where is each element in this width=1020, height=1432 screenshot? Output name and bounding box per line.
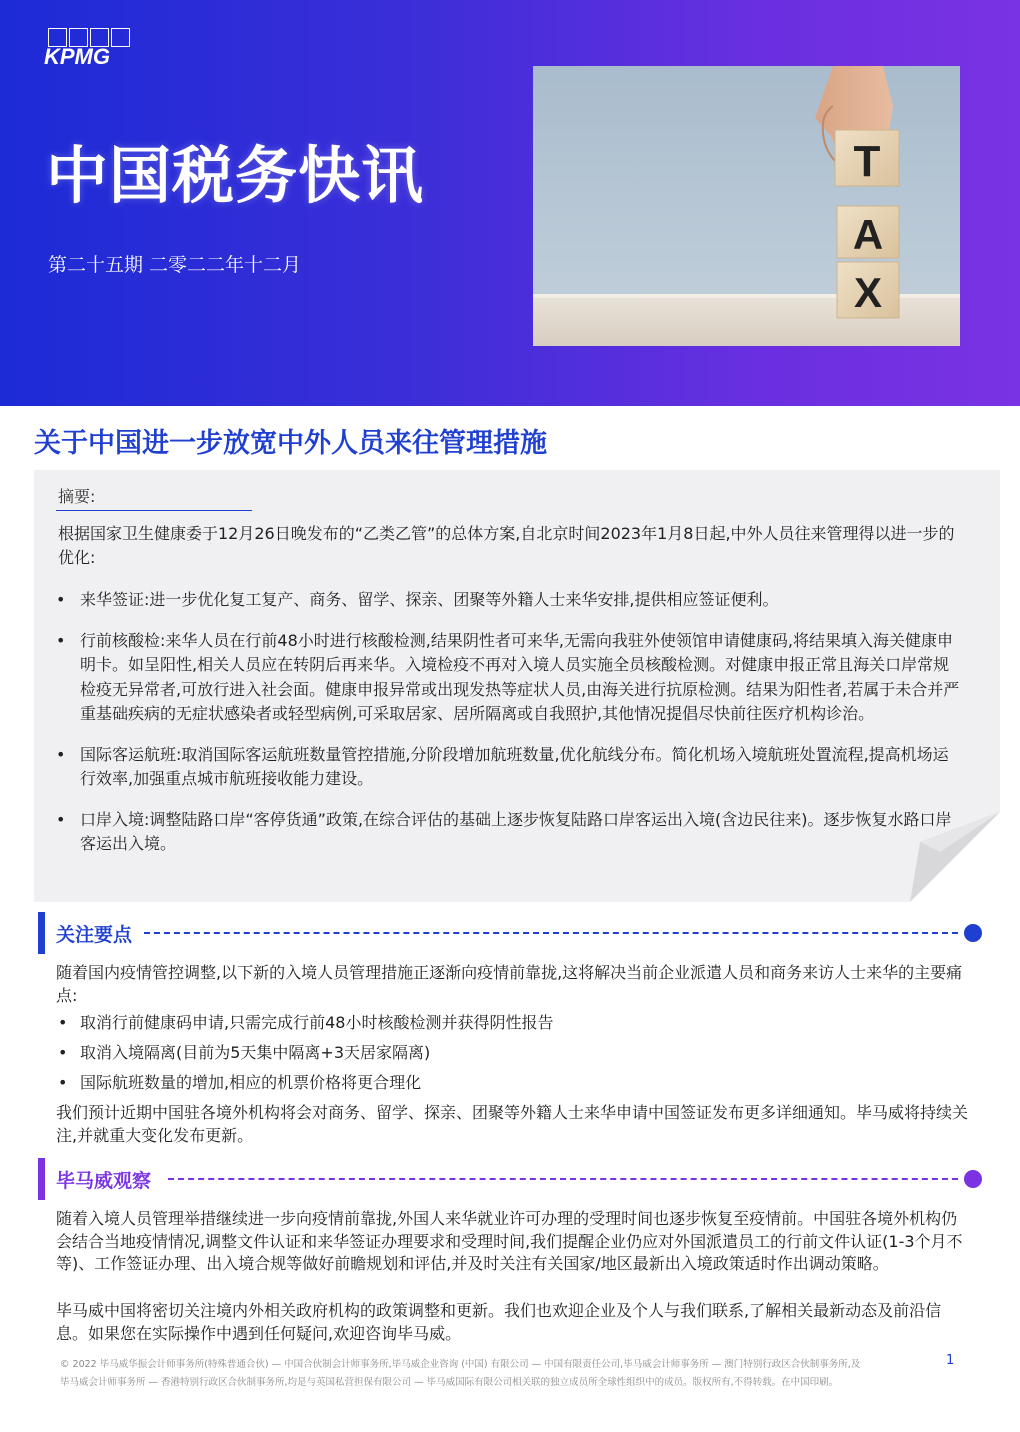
focus-section-title: 关注要点	[56, 924, 133, 946]
svg-text:X: X	[853, 269, 883, 316]
summary-bullet-testing: • 行前核酸检:来华人员在行前48小时进行核酸检测,结果阴性者可来华,无需向我驻外使领馆申请健康码,将结果填入海关健康申明卡。如呈阳性,相关人员应在转阴后再来华。入境检疫不再对入境人员实施全员核酸检测。对健康申报正常且海关口岸常规检疫无异常者,可放行进入社会面。健康申报异常或出现发热等症状人员,由海关进行抗原检测。结果为阳性者,若属于未合并严重基础疾病的无症状感染者或轻型病例,可采取居家、居所隔离或自我照护,其他情况提倡尽快前往医疗机构诊治。	[54, 629, 964, 727]
section-dot-icon	[964, 924, 982, 942]
svg-text:A: A	[852, 211, 884, 258]
summary-intro: 根据国家卫生健康委于12月26日晚发布的“乙类乙管”的总体方案,自北京时间2023年1月8日起,中外人员往来管理得以进一步的优化:	[58, 524, 955, 567]
section-dashed-rule	[168, 1178, 958, 1180]
summary-bullet-list	[54, 588, 964, 873]
footer-line-2: 毕马威会计师事务所 — 香港特别行政区合伙制事务所,均是与英国私营担保有限公司 — 毕马威国际有限公司相关联的独立成员所全球性组织中的成员。版权所有,不得转载。在中国印刷。	[60, 1377, 839, 1388]
block-t	[835, 130, 899, 186]
summary-bullet-ports: • 口岸入境:调整陆路口岸“客停货通”政策,在综合评估的基础上逐步恢复陆路口岸客运出入境(含边民往来)。逐步恢复水路口岸客运出入境。	[54, 808, 964, 857]
article-title: 关于中国进一步放宽中外人员来往管理措施	[34, 428, 547, 459]
publication-title: 中国税务快讯	[46, 139, 425, 212]
header-banner	[0, 0, 1020, 406]
observe-section-header	[38, 1158, 982, 1200]
block-x	[837, 262, 899, 318]
focus-intro: 随着国内疫情管控调整,以下新的入境人员管理措施正逐渐向疫情前靠拢,这将解决当前企业派遣人员和商务来访人士来华的主要痛点:	[56, 963, 963, 1005]
focus-bullet: • 取消行前健康码申请,只需完成行前48小时核酸检测并获得阴性报告	[56, 1012, 956, 1034]
footer-line-1: © 2022 毕马威华振会计师事务所(特殊普通合伙) — 中国合伙制会计师事务所,毕马威企业咨询 (中国) 有限公司 — 中国有限责任公司,毕马威会计师事务所 — 澳门特别行政区合伙制事务所,及	[60, 1359, 861, 1370]
section-accent-bar	[38, 912, 45, 954]
focus-section-header	[38, 912, 982, 954]
summary-label: 摘要:	[58, 487, 96, 506]
svg-text:T: T	[853, 137, 881, 186]
page-curl-icon	[910, 812, 1000, 902]
focus-bullet: • 取消入境隔离(目前为5天集中隔离+3天居家隔离)	[56, 1042, 956, 1064]
section-dot-icon	[964, 1170, 982, 1188]
observe-section-title: 毕马威观察	[56, 1170, 152, 1192]
focus-bullet-list	[56, 1012, 956, 1102]
summary-bullet-visa: • 来华签证:进一步优化复工复产、商务、留学、探亲、团聚等外籍人士来华安排,提供相应签证便利。	[54, 588, 964, 613]
section-dashed-rule	[144, 932, 958, 934]
page-number: 1	[946, 1353, 955, 1368]
logo-text: KPMG	[44, 44, 110, 69]
copyright-footer	[60, 1356, 920, 1392]
summary-bullet-flights: • 国际客运航班:取消国际客运航班数量管控措施,分阶段增加航班数量,优化航线分布。简化机场入境航班处置流程,提高机场运行效率,加强重点城市航班接收能力建设。	[54, 743, 964, 792]
section-accent-bar	[38, 1158, 45, 1200]
focus-outro: 我们预计近期中国驻各境外机构将会对商务、留学、探亲、团聚等外籍人士来华申请中国签证发布更多详细通知。毕马威将持续关注,并就重大变化发布更新。	[56, 1103, 969, 1145]
summary-box	[34, 470, 1000, 902]
block-a	[837, 206, 899, 258]
observe-paragraph-1: 随着入境人员管理举措继续进一步向疫情前靠拢,外国人来华就业许可办理的受理时间也逐步恢复至疫情前。中国驻各境外机构仍会结合当地疫情情况,调整文件认证和来华签证办理要求和受理时间,我们提醒企业仍应对外国派遣员工的行前文件认证(1-3个月不等)、工作签证办理、出入境合规等做好前瞻规划和评估,并及时关注有关国家/地区最新出入境政策适时作出调动策略。	[56, 1209, 963, 1273]
kpmg-logo	[44, 28, 144, 70]
issue-date: 第二十五期 二零二二年十二月	[48, 254, 302, 276]
summary-divider	[56, 510, 252, 511]
tax-blocks-photo	[533, 66, 960, 346]
observe-paragraph-2: 毕马威中国将密切关注境内外相关政府机构的政策调整和更新。我们也欢迎企业及个人与我们联系,了解相关最新动态及前沿信息。如果您在实际操作中遇到任何疑问,欢迎咨询毕马威。	[56, 1301, 942, 1343]
focus-bullet: • 国际航班数量的增加,相应的机票价格将更合理化	[56, 1072, 956, 1094]
